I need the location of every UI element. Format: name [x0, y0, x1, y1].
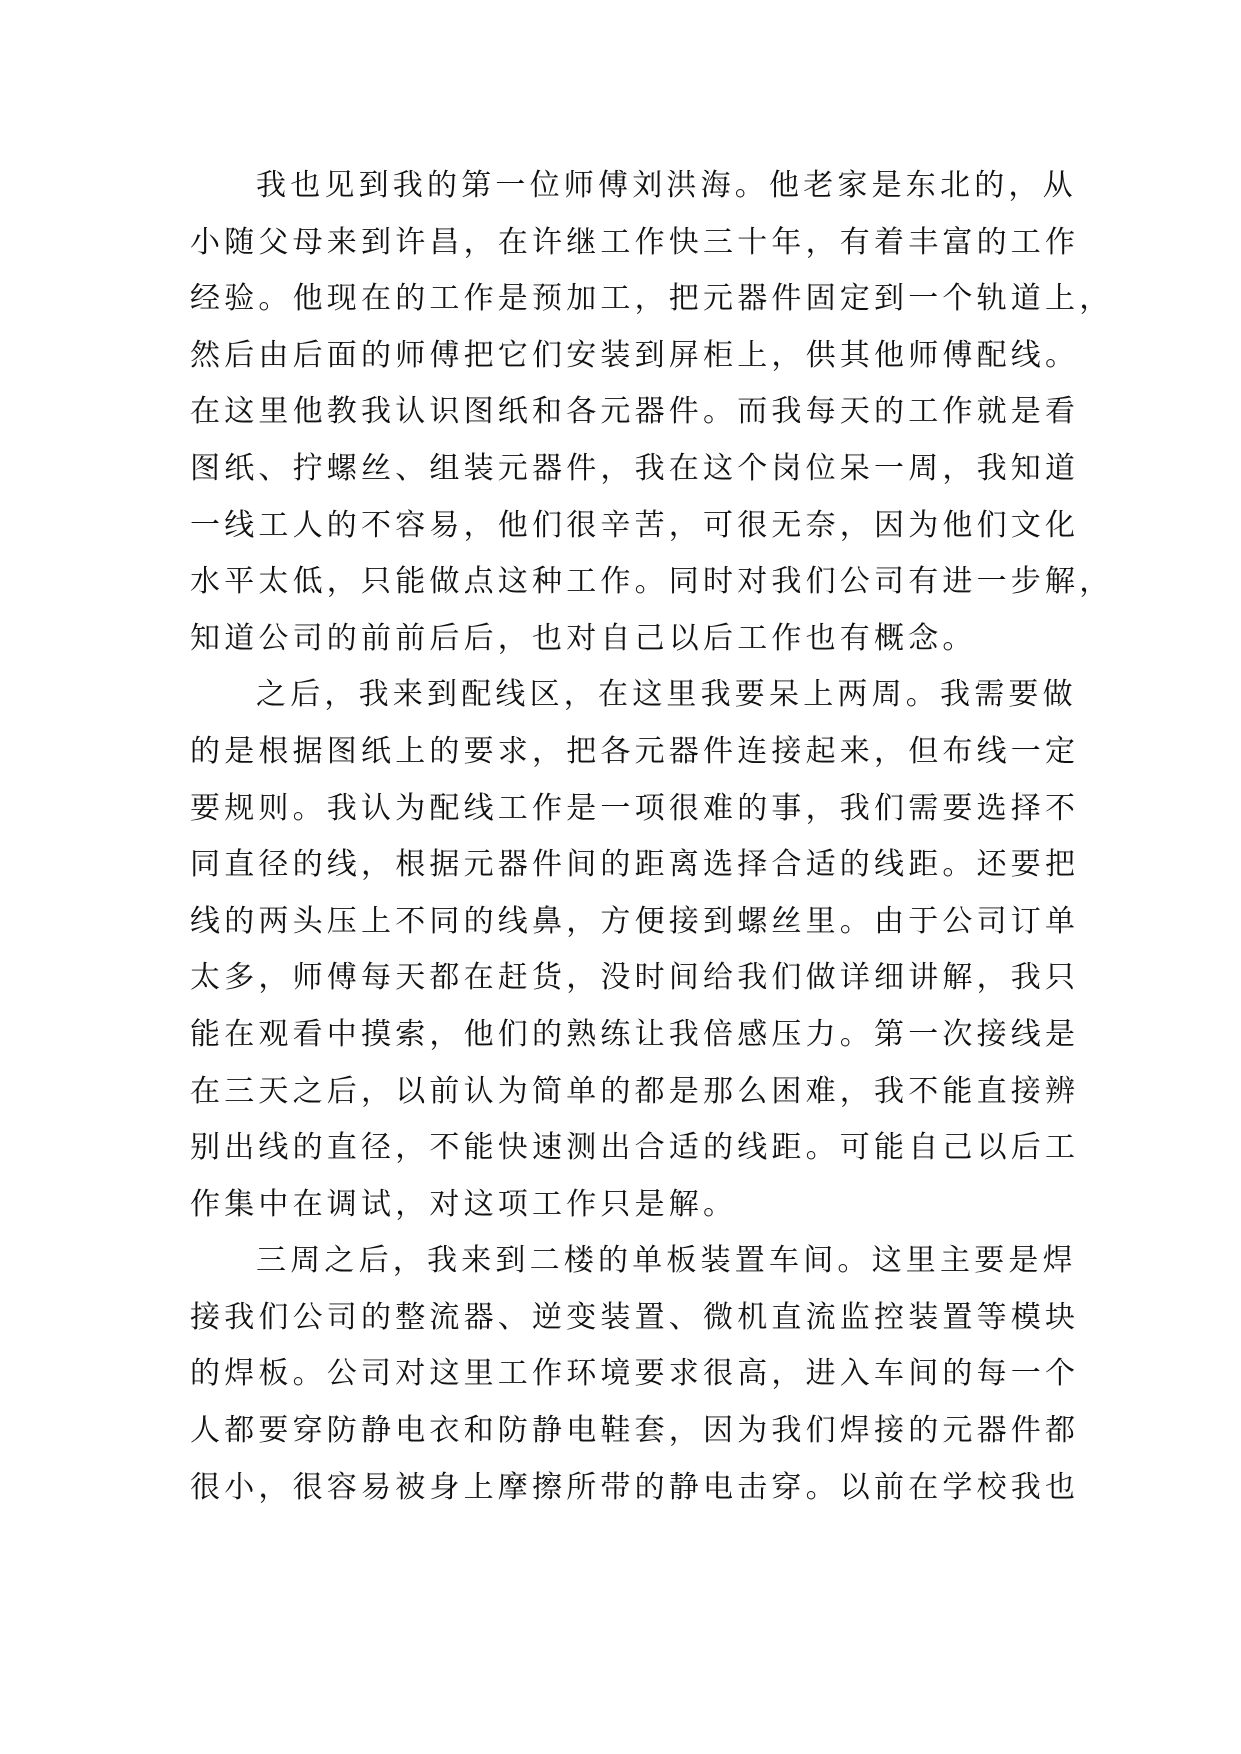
- text-line: 经验。他现在的工作是预加工，把元器件固定到一个轨道上，: [190, 281, 1114, 317]
- paragraph-3: [190, 1233, 1080, 1516]
- text-line: 小随父母来到许昌，在许继工作快三十年，有着丰富的工作: [190, 224, 1080, 260]
- text-line: 别出线的直径，不能快速测出合适的线距。可能自己以后工: [190, 1130, 1080, 1166]
- text-line: 我也见到我的第一位师傅刘洪海。他老家是东北的，从: [256, 168, 1077, 203]
- text-line: 图纸、拧螺丝、组装元器件，我在这个岗位呆一周，我知道: [190, 450, 1080, 486]
- text-line: 要规则。我认为配线工作是一项很难的事，我们需要选择不: [190, 790, 1080, 826]
- text-line: 线的两头压上不同的线鼻，方便接到螺丝里。由于公司订单: [190, 903, 1080, 939]
- text-line: 在这里他教我认识图纸和各元器件。而我每天的工作就是看: [190, 394, 1080, 430]
- text-line: 作集中在调试，对这项工作只是解。: [190, 1186, 738, 1222]
- text-line: 在三天之后，以前认为简单的都是那么困难，我不能直接辨: [190, 1073, 1080, 1109]
- text-line: 同直径的线，根据元器件间的距离选择合适的线距。还要把: [190, 847, 1080, 883]
- text-line: 人都要穿防静电衣和防静电鞋套，因为我们焊接的元器件都: [190, 1413, 1080, 1449]
- text-line: 接我们公司的整流器、逆变装置、微机直流监控装置等模块: [190, 1299, 1080, 1335]
- paragraph-1: [190, 158, 1114, 667]
- text-line: 之后，我来到配线区，在这里我要呆上两周。我需要做: [256, 677, 1077, 713]
- text-line: 很小，很容易被身上摩擦所带的静电击穿。以前在学校我也: [190, 1469, 1080, 1505]
- document-body: [190, 158, 1114, 1516]
- text-line: 一线工人的不容易，他们很辛苦，可很无奈，因为他们文化: [190, 507, 1080, 543]
- text-line: 能在观看中摸索，他们的熟练让我倍感压力。第一次接线是: [190, 1016, 1080, 1052]
- text-line: 太多，师傅每天都在赶货，没时间给我们做详细讲解，我只: [190, 960, 1080, 996]
- text-line: 的是根据图纸上的要求，把各元器件连接起来，但布线一定: [190, 733, 1080, 769]
- text-line: 知道公司的前前后后，也对自己以后工作也有概念。: [190, 620, 977, 656]
- text-line: 然后由后面的师傅把它们安装到屏柜上，供其他师傅配线。: [190, 337, 1080, 373]
- text-line: 水平太低，只能做点这种工作。同时对我们公司有进一步解，: [190, 564, 1114, 600]
- text-line: 的焊板。公司对这里工作环境要求很高，进入车间的每一个: [190, 1356, 1080, 1392]
- text-line: 三周之后，我来到二楼的单板装置车间。这里主要是焊: [256, 1243, 1077, 1279]
- paragraph-2: [190, 667, 1080, 1233]
